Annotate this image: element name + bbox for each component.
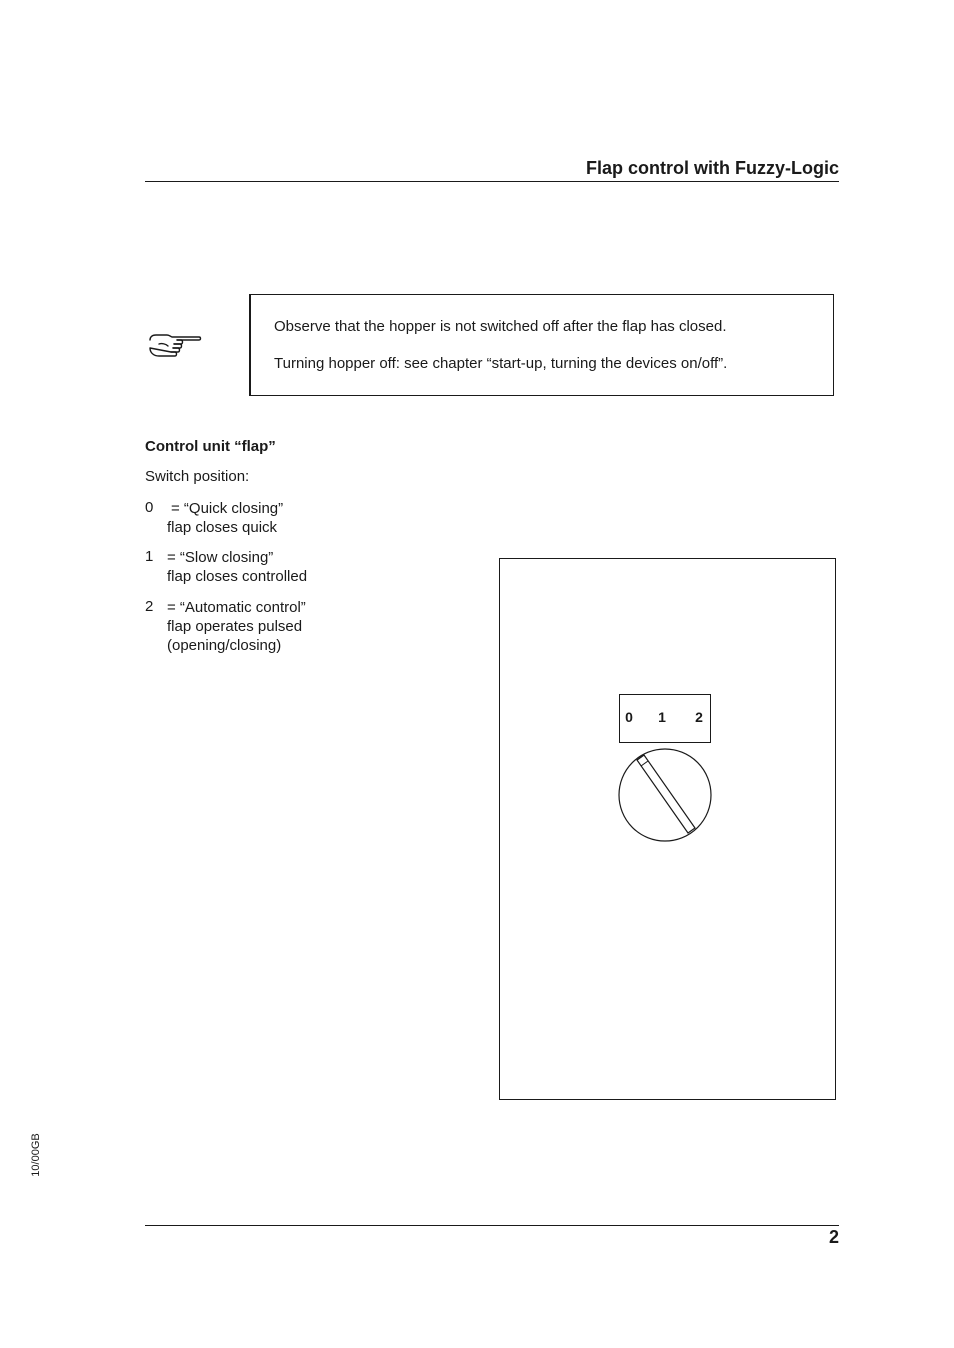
note-box: [249, 294, 834, 396]
pointing-hand-icon: [147, 330, 203, 364]
footer-rule: [145, 1225, 839, 1226]
position-1-equals: = “Slow closing”: [167, 549, 274, 566]
note-line-2: Turning hopper off: see chapter “start-up, turning the devices on/off”.: [274, 355, 728, 372]
section-heading: Control unit “flap”: [145, 438, 276, 455]
page-header-title: Flap control with Fuzzy-Logic: [586, 158, 839, 178]
page-number: 2: [828, 1227, 839, 1247]
side-code-text: 10/00GB: [30, 1133, 42, 1177]
position-0-description: flap closes quick: [167, 519, 278, 536]
rotary-switch-diagram: [610, 688, 720, 848]
position-2-equals: = “Automatic control”: [167, 599, 306, 616]
switch-label-1: 1: [658, 709, 666, 725]
switch-label-0: 0: [625, 709, 633, 725]
position-0-number: 0: [145, 499, 154, 516]
side-document-code: [21, 1125, 51, 1185]
header-rule: [145, 181, 839, 182]
note-line-1: Observe that the hopper is not switched off after the flap has closed.: [274, 318, 727, 335]
switch-label-2: 2: [695, 709, 703, 725]
position-1-description: flap closes controlled: [167, 568, 308, 585]
position-0-equals: = “Quick closing”: [171, 500, 284, 517]
switch-position-label: Switch position:: [145, 468, 250, 485]
position-1-number: 1: [145, 548, 154, 565]
position-2-description-1: flap operates pulsed: [167, 618, 303, 635]
position-2-number: 2: [145, 598, 154, 615]
position-2-description-2: (opening/closing): [167, 637, 282, 654]
